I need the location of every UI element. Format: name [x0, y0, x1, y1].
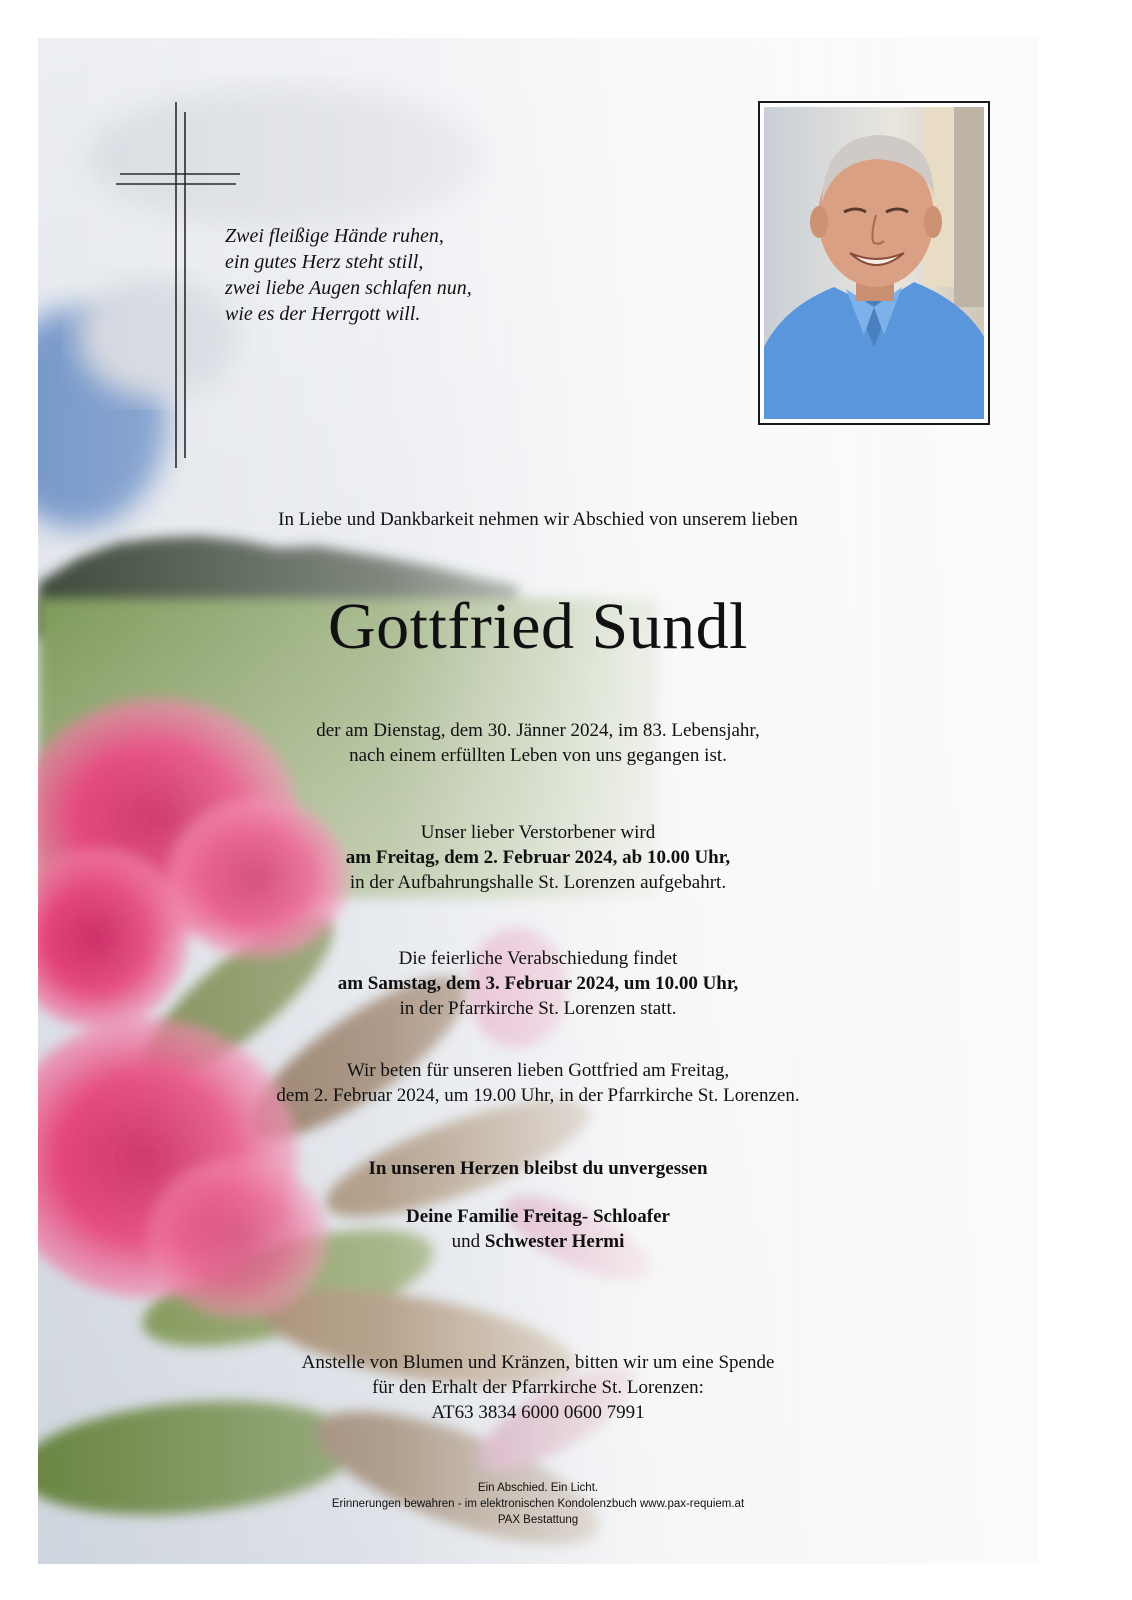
poem-line: Zwei fleißige Hände ruhen,	[225, 225, 444, 247]
death-notice	[38, 718, 1038, 768]
family-line: Deine Familie Freitag- Schloafer	[406, 1206, 670, 1227]
footer	[38, 1480, 1038, 1528]
donation-line: für den Erhalt der Pfarrkirche St. Lorenzen:	[372, 1377, 704, 1398]
portrait-frame	[758, 101, 990, 425]
farewell-line: Die feierliche Verabschiedung findet	[398, 948, 678, 969]
parte-sheet	[38, 38, 1038, 1564]
viewing-date: am Freitag, dem 2. Februar 2024, ab 10.00 Uhr,	[345, 847, 731, 868]
footer-condolence-link: Erinnerungen bewahren - im elektronischen Kondolenzbuch www.pax-requiem.at	[331, 1498, 745, 1510]
poem-line: zwei liebe Augen schlafen nun,	[225, 277, 472, 299]
family-signature	[38, 1204, 1038, 1254]
prayer-notice	[38, 1058, 1038, 1108]
viewing-notice	[38, 820, 1038, 895]
prayer-line: Wir beten für unseren lieben Gottfried am Freitag,	[346, 1060, 730, 1081]
portrait-photo	[764, 107, 984, 419]
farewell-date: am Samstag, dem 3. Februar 2024, um 10.00 Uhr,	[337, 973, 739, 994]
death-line: der am Dienstag, dem 30. Jänner 2024, im 83. Lebensjahr,	[316, 720, 760, 741]
family-line-2	[38, 1229, 1038, 1254]
poem-line: ein gutes Herz steht still,	[225, 251, 424, 273]
poem	[225, 223, 585, 327]
viewing-line: Unser lieber Verstorbener wird	[420, 822, 656, 843]
family-sibling: Schwester Hermi	[484, 1231, 625, 1252]
poem-line: wie es der Herrgott will.	[225, 303, 421, 325]
prayer-line: dem 2. Februar 2024, um 19.00 Uhr, in der Pfarrkirche St. Lorenzen.	[276, 1085, 800, 1106]
farewell-line: in der Pfarrkirche St. Lorenzen statt.	[399, 998, 677, 1019]
viewing-line: in der Aufbahrungshalle St. Lorenzen aufgebahrt.	[349, 872, 727, 893]
donation-line: Anstelle von Blumen und Kränzen, bitten wir um eine Spende	[301, 1352, 775, 1373]
family-prefix: und	[451, 1231, 481, 1252]
death-line: nach einem erfüllten Leben von uns gegangen ist.	[349, 745, 727, 766]
deceased-name: Gottfried Sundl	[328, 590, 748, 663]
footer-company: PAX Bestattung	[497, 1514, 579, 1526]
donation-notice	[38, 1350, 1038, 1425]
footer-slogan: Ein Abschied. Ein Licht.	[477, 1482, 599, 1494]
memory-line: In unseren Herzen bleibst du unvergessen	[368, 1158, 708, 1179]
intro-text: In Liebe und Dankbarkeit nehmen wir Abschied von unserem lieben	[278, 509, 798, 530]
donation-iban: AT63 3834 6000 0600 7991	[431, 1402, 645, 1423]
farewell-notice	[38, 946, 1038, 1021]
